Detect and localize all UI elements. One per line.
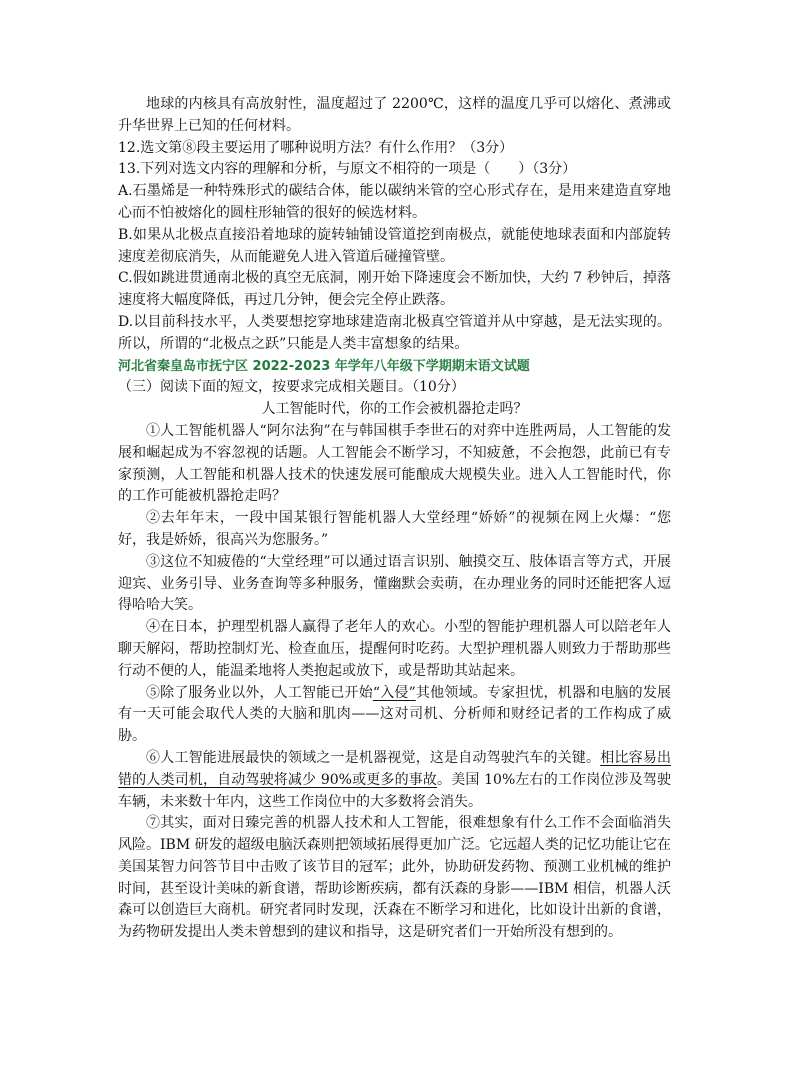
paragraph-2: ②去年年末，一段中国某银行智能机器人大堂经理“娇娇”的视频在网上火爆：“您好，我是娇娇，很高兴为您服务。” [118,510,671,548]
question-13: 13.下列对选文内容的理解和分析，与原文不相符的一项是（ ）（3分） [118,161,577,178]
paragraph-7: ⑦其实，面对日臻完善的机器人技术和人工智能，很难想象有什么工作不会面临消失风险。IBM 研发的超级电脑沃森则把领域拓展得更加广泛。它远超人类的记忆功能让它在美国某智力问答节目中击败了该节目的冠军；此外，协助研发药物、预测工业机械的维护时间，甚至设计美味的新食谱，帮助诊断疾病，都有沃森的身影——IBM 相信，机器人沃森可以创造巨大商机。研究者同时发现，沃森在不断学习和进化，比如设计出新的食谱，为药物研发提出人类未曾想到的建议和指导，这是研究者们一开始所没有想到的。 [118,815,671,941]
option-a: A.石墨烯是一种特殊形式的碳结合体，能以碳纳米管的空心形式存在，是用来建造直穿地心而不怕被熔化的圆柱形轴管的很好的候选材料。 [118,183,671,221]
paragraph-4: ④在日本，护理型机器人赢得了老年人的欢心。小型的智能护理机器人可以陪老年人聊天解闷，帮助控制灯光、检查血压，提醒何时吃药。大型护理机器人则致力于帮助那些行动不便的人，能温柔地将人类抱起或放下，或是帮助其站起来。 [118,619,671,679]
underlined-invade: “入侵” [372,684,416,701]
paragraph-6-text-start: ⑥人工智能进展最快的领域之一是机器视觉，这是自动驾驶汽车的关键。 [146,749,601,766]
paragraph-1: ①人工智能机器人“阿尔法狗”在与韩国棋手李世石的对弈中连胜两局，人工智能的发展和崛起成为不容忽视的话题。人工智能会不断学习，不知疲惫，不会抱怨，此前已有专家预测，人工智能和机器人技术的快速发展可能酿成大规模失业。进入人工智能时代，你的工作可能被机器抢走吗？ [118,422,671,505]
paragraph-5-text-end: 其他领域。专家担忧，机器和电脑的发展有一天可能会取代人类的大脑和肌肉——这对司机、分析师和财经记者的工作构成了威胁。 [118,684,671,745]
option-b: B.如果从北极点直接沿着地球的旋转轴铺设管道挖到南极点，就能使地球表面和内部旋转速度差彻底消失，从而能避免人进入管道后碰撞管壁。 [118,226,671,265]
paragraph-5-text-start: ⑤除了服务业以外，人工智能已开始 [146,684,373,701]
paragraph-6 [118,748,671,813]
paragraph-6-text-end: 。美国 10%左右的工作岗位涉及驾驶车辆，未来数十年内，这些工作岗位中的大多数将会消失。 [118,771,671,810]
source-line: 河北省秦皇岛市抚宁区 2022-2023 年学年八年级下学期期末语文试题 [118,358,530,374]
section-intro: （三）阅读下面的短文，按要求完成相关题目。（10分） [118,379,465,396]
option-d: D.以目前科技水平，人类要想挖穿地球建造南北极真空管道并从中穿越，是无法实现的。所以，所谓的“北极点之跃”只能是人类丰富想象的结果。 [118,313,671,352]
paragraph-3: ③这位不知疲倦的“大堂经理”可以通过语言识别、触摸交互、肢体语言等方式，开展迎宾、业务引导、业务查询等多种服务，懂幽默会卖萌，在办理业务的同时还能把客人逗得哈哈大笑。 [118,553,671,614]
article-title: 人工智能时代，你的工作会被机器抢走吗？ [261,401,528,418]
option-c: C.假如跳进贯通南北极的真空无底洞，刚开始下降速度会不断加快，大约 7 秒钟后，掉落速度将大幅度降低，再过几分钟，便会完全停止跌落。 [118,270,671,309]
underlined-sentence: 相比容易出错的人类司机，自动驾驶将减少 90%或更多的事故 [118,749,672,788]
intro-paragraph: 地球的内核具有高放射性，温度超过了 2200℃，这样的温度几乎可以熔化、煮沸或升华世界上已知的任何材料。 [118,96,671,134]
paragraph-5 [118,683,671,748]
question-12: 12.选文第⑧段主要运用了哪种说明方法？有什么作用？（3分） [118,139,514,156]
